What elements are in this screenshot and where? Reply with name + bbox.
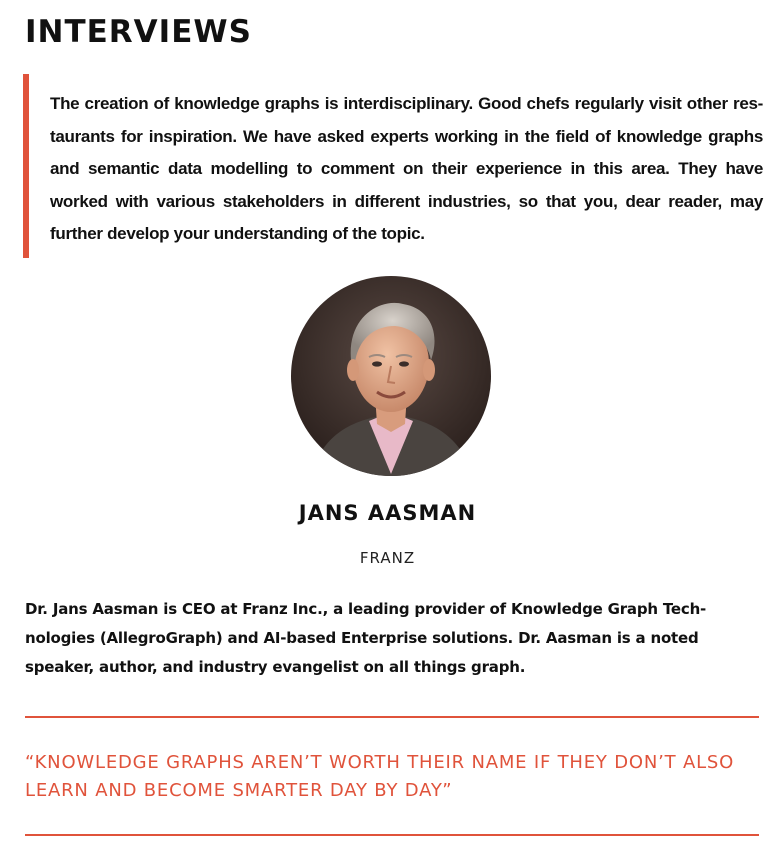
page-title: INTERVIEWS (25, 14, 252, 50)
divider-bottom (25, 834, 759, 836)
intro-text: The creation of knowledge graphs is interdisciplinary. Good chefs regularly visit other res-taurants for inspiration. We have asked experts working in the field of knowledge graphs and semantic data modelling to comment on their experience in this area. They have worked with various stakeholders in different industries, so that you, dear reader, may further develop your understanding of the topic. (50, 94, 763, 243)
intro-callout (23, 74, 763, 258)
divider-top (25, 716, 759, 718)
portrait-image (291, 276, 491, 476)
pull-quote: “KNOWLEDGE GRAPHS AREN’T WORTH THEIR NAME IF THEY DON’T ALSO LEARN AND BECOME SMARTER DAY BY DAY” (25, 752, 735, 801)
interviewee-company: FRANZ (359, 549, 416, 567)
interviewee-name: JANS AASMAN (298, 501, 477, 525)
interviewee-portrait (291, 276, 491, 476)
accent-bar (23, 74, 29, 258)
interviewee-bio: Dr. Jans Aasman is CEO at Franz Inc., a leading provider of Knowledge Graph Tech-nologies (AllegroGraph) and AI-based Enterprise solutions. Dr. Aasman is a noted speaker, author, and industry evangelist on all things graph. (25, 600, 707, 676)
